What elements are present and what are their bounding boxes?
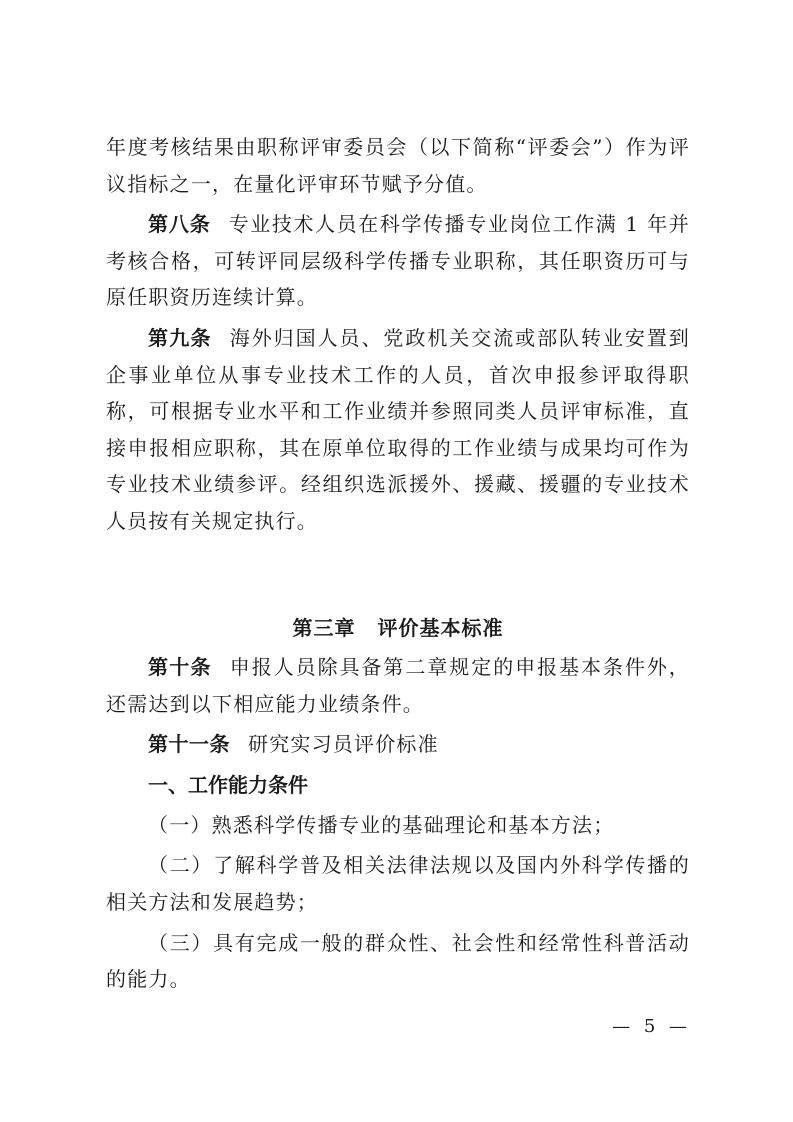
article-label: 第九条 — [148, 325, 212, 350]
article-11 — [106, 726, 690, 763]
body-text-top — [106, 129, 690, 544]
paragraph-text: 年度考核结果由职称评审委员会（以下简称“评委会”）作为评议指标之一，在量化评审环节赋予分值。 — [106, 135, 690, 196]
body-text-bottom — [106, 649, 690, 1002]
article-9 — [106, 320, 690, 540]
article-label: 第十条 — [148, 655, 212, 679]
article-text: 研究实习员评价标准 — [248, 732, 439, 757]
article-label: 第八条 — [148, 212, 211, 237]
page-number: — 5 — — [612, 1016, 691, 1037]
article-text: 专业技术人员在科学传播专业岗位工作满 1 年并考核合格，可转评同层级科学传播专业职称，其任职资历可与原任职资历连续计算。 — [106, 212, 690, 310]
section-heading: 一、工作能力条件 — [148, 772, 308, 797]
article-10 — [106, 649, 690, 722]
article-text: 申报人员除具备第二章规定的申报基本条件外，还需达到以下相应能力业绩条件。 — [106, 655, 691, 716]
list-item: （一）熟悉科学传播专业的基础理论和基本方法； — [148, 812, 615, 837]
list-item: （二）了解科学普及相关法律法规以及国内外科学传播的相关方法和发展趋势； — [106, 853, 690, 914]
list-item: （三）具有完成一般的群众性、社会性和经常性科普活动的能力。 — [106, 930, 690, 992]
chapter-number: 第三章 — [292, 616, 356, 640]
article-label: 第十一条 — [148, 732, 230, 757]
article-text: 海外归国人员、党政机关交流或部队转业安置到企事业单位从事专业技术工作的人员，首次申报参评取得职称，可根据专业水平和工作业绩并参照同类人员评审标准，直接申报相应职称，其在原单位取得的工作业绩与成果均可作为专业技术业绩参评。经组织选派援外、援藏、援疆的专业技术人员按有关规定执行。 — [106, 325, 691, 533]
chapter-title: 评价基本标准 — [377, 616, 504, 640]
paragraph-continuation — [106, 129, 690, 202]
chapter-heading — [106, 610, 690, 646]
article-8 — [106, 206, 690, 316]
